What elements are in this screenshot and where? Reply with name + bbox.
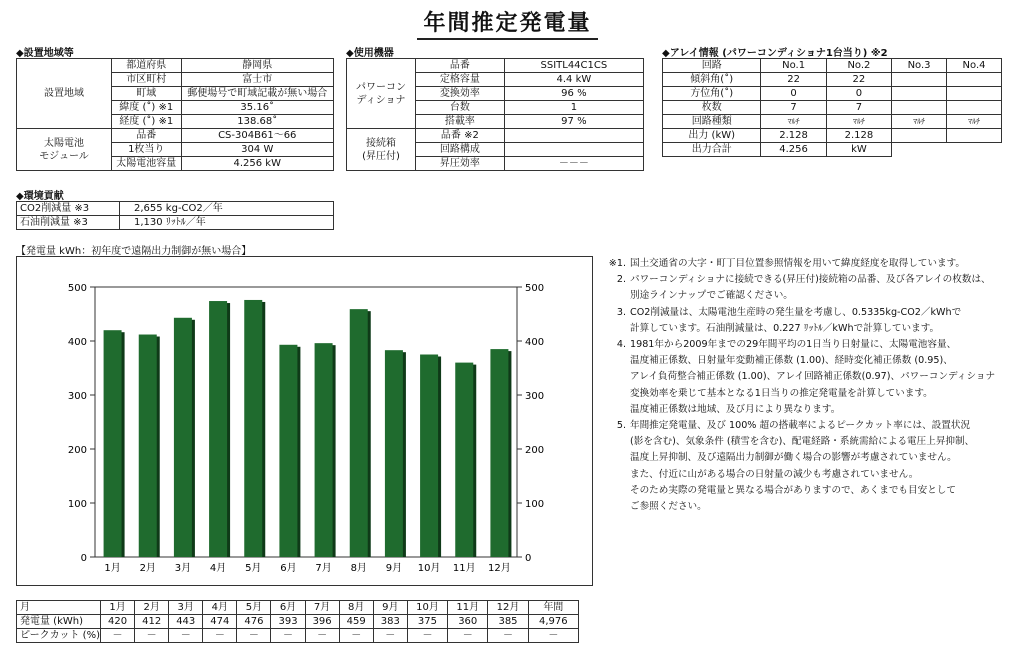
month-header-cell: 1月 [101, 601, 135, 615]
note-line [600, 402, 1010, 418]
array-header-cell: No.4 [947, 59, 1002, 73]
bar [350, 309, 368, 557]
array-cell: 2.128 [826, 129, 891, 143]
note-line [600, 353, 1010, 369]
note-text: 別途ラインナップでご確認ください。 [630, 290, 793, 302]
monthly-table [16, 600, 579, 643]
array-cell [947, 129, 1002, 143]
peak-cut-row [17, 629, 579, 643]
note-line [600, 418, 1010, 434]
generation-cell: 385 [488, 615, 528, 629]
pcs-field-label: 定格容量 [416, 73, 505, 87]
generation-cell: 383 [373, 615, 407, 629]
note-line [600, 434, 1010, 450]
month-header-cell: 2月 [135, 601, 169, 615]
note-text: 温度上昇抑制、及び遠隔出力制御が働く場合の影響が考慮されていません。 [630, 452, 957, 464]
array-cell: 2.128 [761, 129, 826, 143]
note-line [600, 288, 1010, 304]
array-header-cell: No.1 [761, 59, 826, 73]
note-line [600, 256, 1010, 272]
note-text: CO2削減量は、太陽電池生産時の発生量を考慮し、0.5335kg-CO2／kWhで [630, 306, 962, 318]
array-row [663, 87, 1002, 101]
array-row-label: 方位角(˚) [663, 87, 761, 101]
generation-cell: 396 [305, 615, 339, 629]
annual-generation-cell: 4,976 [528, 615, 578, 629]
box-row [347, 129, 644, 143]
peak-cut-cell: － [135, 629, 169, 643]
peak-cut-cell: － [203, 629, 237, 643]
pcs-row [347, 59, 644, 73]
location-field-value: 138.68˚ [181, 115, 334, 129]
note-number: 5. [616, 420, 626, 432]
note-number [600, 386, 630, 402]
note-line [600, 386, 1010, 402]
pcs-field-label: 変換効率 [416, 87, 505, 101]
bar [385, 350, 403, 557]
note-text: ご参照ください。 [630, 501, 707, 513]
note-number [600, 353, 630, 369]
peak-cut-cell: － [528, 629, 578, 643]
x-tick-label: 11月 [452, 563, 476, 574]
array-row [663, 101, 1002, 115]
x-tick-label: 3月 [174, 563, 192, 574]
array-header-cell: 回路 [663, 59, 761, 73]
pcs-field-value: 4.4 kW [504, 73, 643, 87]
note-number [600, 288, 630, 304]
generation-label: 発電量 (kWh) [17, 615, 101, 629]
array-cell: ﾏﾙﾁ [826, 115, 891, 129]
x-tick-label: 2月 [139, 563, 156, 574]
box-field-label: 品番 ※2 [416, 129, 505, 143]
note-line [600, 483, 1010, 499]
box-field-value: －－－ [504, 157, 643, 171]
box-field-value [504, 143, 643, 157]
env-row [17, 202, 334, 216]
array-total-blank [892, 143, 1002, 157]
module-field-value: 4.256 kW [181, 157, 334, 171]
bar [490, 349, 508, 557]
array-cell [892, 101, 947, 115]
bar [420, 355, 438, 558]
array-cell: 0 [761, 87, 826, 101]
bar [174, 318, 192, 557]
month-header-label: 月 [17, 601, 101, 615]
array-cell: 22 [761, 73, 826, 87]
note-number [600, 369, 630, 385]
note-line [600, 337, 1010, 353]
array-cell [947, 101, 1002, 115]
month-header-cell: 11月 [448, 601, 488, 615]
module-field-value: 304 W [181, 143, 334, 157]
junction-box-label: 接続箱 (昇圧付) [347, 129, 416, 171]
bar [104, 330, 122, 557]
array-total-row [663, 143, 1002, 157]
equipment-heading: ◆使用機器 [346, 48, 394, 59]
array-cell: 0 [826, 87, 891, 101]
month-header-row [17, 601, 579, 615]
bar [455, 363, 473, 557]
array-cell: 7 [826, 101, 891, 115]
y-tick-label-left: 400 [67, 337, 87, 348]
module-field-value: CS-304B61～66 [181, 129, 334, 143]
note-number [600, 321, 630, 337]
note-text: (影を含む)、気象条件 (積雪を含む)、配電経路・系統需給による電圧上昇抑制、 [630, 436, 975, 448]
month-header-cell: 5月 [237, 601, 271, 615]
month-header-cell: 10月 [407, 601, 447, 615]
location-table [16, 58, 334, 171]
note-text: そのため実際の発電量と異なる場合がありますので、あくまでも目安として [630, 484, 956, 496]
box-field-label: 回路構成 [416, 143, 505, 157]
note-line [600, 321, 1010, 337]
y-tick-label-left: 500 [67, 283, 87, 294]
peak-cut-cell: － [101, 629, 135, 643]
env-label: 石油削減量 ※3 [17, 216, 120, 230]
location-field-label: 緯度 (˚) ※1 [112, 101, 182, 115]
page-title: 年間推定発電量 [0, 6, 1015, 37]
note-number [600, 402, 630, 418]
x-tick-label: 5月 [245, 563, 262, 574]
env-table [16, 201, 334, 230]
array-cell [892, 87, 947, 101]
notes-block [600, 256, 1010, 515]
equipment-table [346, 58, 644, 171]
location-field-label: 町域 [112, 87, 182, 101]
month-header-cell: 6月 [271, 601, 305, 615]
array-cell [892, 129, 947, 143]
y-tick-label-right: 0 [525, 553, 532, 564]
array-cell [947, 87, 1002, 101]
peak-cut-cell: － [339, 629, 373, 643]
box-field-value [504, 129, 643, 143]
module-field-label: 太陽電池容量 [112, 157, 182, 171]
annual-header-cell: 年間 [528, 601, 578, 615]
array-cell: ﾏﾙﾁ [947, 115, 1002, 129]
x-tick-label: 9月 [385, 563, 403, 574]
array-cell: ﾏﾙﾁ [761, 115, 826, 129]
note-text: 年間推定発電量、及び 100% 超の搭載率によるピークカット率には、設置状況 [630, 420, 971, 432]
peak-cut-label: ピークカット (%) [17, 629, 101, 643]
x-tick-label: 1月 [104, 563, 121, 574]
array-row [663, 73, 1002, 87]
note-text: 国土交通省の大字・町丁目位置参照情報を用いて緯度経度を取得しています。 [630, 258, 966, 269]
array-row [663, 129, 1002, 143]
pcs-field-value: 96 % [504, 87, 643, 101]
array-cell [892, 73, 947, 87]
generation-cell: 474 [203, 615, 237, 629]
module-label: 太陽電池 モジュール [17, 129, 112, 171]
bar [279, 345, 297, 557]
y-tick-label-left: 100 [67, 499, 87, 510]
pcs-field-label: 品番 [416, 59, 505, 73]
location-field-value: 富士市 [181, 73, 334, 87]
generation-cell: 360 [448, 615, 488, 629]
bar [244, 300, 262, 557]
x-tick-label: 12月 [488, 563, 511, 574]
array-cell [947, 73, 1002, 87]
note-number: ※1. [608, 258, 626, 269]
array-total-unit: kW [826, 143, 891, 157]
array-row-label: 出力 (kW) [663, 129, 761, 143]
month-header-cell: 4月 [203, 601, 237, 615]
note-text: 温度補正係数は地域、及び月により異なります。 [630, 403, 841, 415]
location-field-value: 郵便場号で町域記載が無い場合 [181, 87, 334, 101]
chart-frame [16, 256, 593, 586]
x-tick-label: 4月 [209, 563, 227, 574]
x-tick-label: 6月 [280, 563, 297, 574]
month-header-cell: 7月 [305, 601, 339, 615]
generation-cell: 393 [271, 615, 305, 629]
pcs-field-value: 1 [504, 101, 643, 115]
pcs-field-label: 搭載率 [416, 115, 505, 129]
array-header-row [663, 59, 1002, 73]
month-header-cell: 9月 [373, 601, 407, 615]
pcs-field-label: 台数 [416, 101, 505, 115]
module-field-label: 品番 [112, 129, 182, 143]
x-tick-label: 10月 [417, 563, 441, 574]
array-row [663, 115, 1002, 129]
peak-cut-cell: － [448, 629, 488, 643]
note-line [600, 467, 1010, 483]
array-header-cell: No.3 [892, 59, 947, 73]
module-field-label: 1枚当り [112, 143, 182, 157]
generation-row [17, 615, 579, 629]
array-cell: ﾏﾙﾁ [892, 115, 947, 129]
location-field-label: 都道府県 [112, 59, 182, 73]
env-value: 1,130 ﾘｯﾄﾙ／年 [120, 216, 334, 230]
bar [139, 335, 157, 557]
note-number: 2. [616, 274, 626, 286]
note-text: 計算しています。石油削減量は、0.227 ﾘｯﾄﾙ／kWhで計算しています。 [630, 322, 940, 334]
location-heading: ◆設置地域等 [16, 48, 74, 59]
y-tick-label-right: 300 [525, 391, 545, 402]
y-tick-label-left: 200 [67, 445, 87, 456]
y-tick-label-right: 400 [525, 337, 545, 348]
array-cell: 22 [826, 73, 891, 87]
module-row [17, 129, 334, 143]
generation-cell: 459 [339, 615, 373, 629]
note-number [600, 499, 630, 515]
array-row-label: 傾斜角(˚) [663, 73, 761, 87]
note-line [600, 272, 1010, 288]
chart-caption: 【発電量 kWh：初年度で遠隔出力制御が無い場合】 [16, 246, 252, 257]
note-text: アレイ負荷整合補正係数 (1.00)、アレイ回路補正係数(0.97)、パワーコンディショナ [630, 371, 996, 383]
note-line [600, 450, 1010, 466]
generation-cell: 420 [101, 615, 135, 629]
note-number: 4. [616, 339, 626, 351]
note-number [600, 483, 630, 499]
array-table [662, 58, 1002, 157]
peak-cut-cell: － [488, 629, 528, 643]
peak-cut-cell: － [407, 629, 447, 643]
location-field-label: 経度 (˚) ※1 [112, 115, 182, 129]
note-number [600, 450, 630, 466]
note-text: 変換効率を乗じて基本となる1日当りの推定発電量を計算しています。 [630, 387, 933, 399]
note-number [600, 467, 630, 483]
array-header-cell: No.2 [826, 59, 891, 73]
monthly-generation-chart [17, 257, 592, 585]
peak-cut-cell: － [169, 629, 203, 643]
bar [315, 343, 333, 557]
pcs-field-value: SSITL44C1CS [504, 59, 643, 73]
y-tick-label-left: 300 [67, 391, 87, 402]
y-tick-label-right: 200 [525, 445, 545, 456]
note-text: 1981年から2009年までの29年間平均の1日当り日射量に、太陽電池容量、 [630, 339, 957, 351]
location-field-label: 市区町村 [112, 73, 182, 87]
generation-cell: 412 [135, 615, 169, 629]
location-field-value: 35.16˚ [181, 101, 334, 115]
note-number: 3. [616, 306, 626, 318]
array-total-value: 4.256 [761, 143, 826, 157]
peak-cut-cell: － [305, 629, 339, 643]
generation-cell: 443 [169, 615, 203, 629]
note-number [600, 434, 630, 450]
box-field-label: 昇圧効率 [416, 157, 505, 171]
pcs-label: パワーコン ディショナ [347, 59, 416, 129]
note-text: 温度補正係数、日射量年変動補正係数 (1.00)、経時変化補正係数 (0.95)、 [630, 355, 953, 367]
peak-cut-cell: － [373, 629, 407, 643]
month-header-cell: 12月 [488, 601, 528, 615]
bar [209, 301, 227, 557]
month-header-cell: 8月 [339, 601, 373, 615]
location-row [17, 59, 334, 73]
env-value: 2,655 kg-CO2／年 [120, 202, 334, 216]
array-total-label: 出力合計 [663, 143, 761, 157]
peak-cut-cell: － [271, 629, 305, 643]
pcs-field-value: 97 % [504, 115, 643, 129]
note-line [600, 305, 1010, 321]
month-header-cell: 3月 [169, 601, 203, 615]
note-line [600, 499, 1010, 515]
x-tick-label: 7月 [315, 563, 332, 574]
generation-cell: 375 [407, 615, 447, 629]
note-text: パワーコンディショナに接続できる(昇圧付)接続箱の品番、及び各アレイの枚数は、 [630, 274, 991, 286]
env-row [17, 216, 334, 230]
note-line [600, 369, 1010, 385]
y-tick-label-right: 500 [525, 283, 545, 294]
y-tick-label-right: 100 [525, 499, 545, 510]
env-heading: ◆環境貢献 [16, 191, 64, 202]
install-area-label: 設置地域 [17, 59, 112, 129]
array-row-label: 回路種類 [663, 115, 761, 129]
generation-cell: 476 [237, 615, 271, 629]
note-text: また、付近に山がある場合の日射量の減少も考慮されていません。 [630, 468, 919, 480]
peak-cut-cell: － [237, 629, 271, 643]
location-field-value: 静岡県 [181, 59, 334, 73]
array-cell: 7 [761, 101, 826, 115]
env-label: CO2削減量 ※3 [17, 202, 120, 216]
x-tick-label: 8月 [350, 563, 367, 574]
y-tick-label-left: 0 [80, 553, 87, 564]
array-heading: ◆アレイ情報 (パワーコンディショナ1台当り) ※2 [662, 48, 888, 59]
array-row-label: 枚数 [663, 101, 761, 115]
